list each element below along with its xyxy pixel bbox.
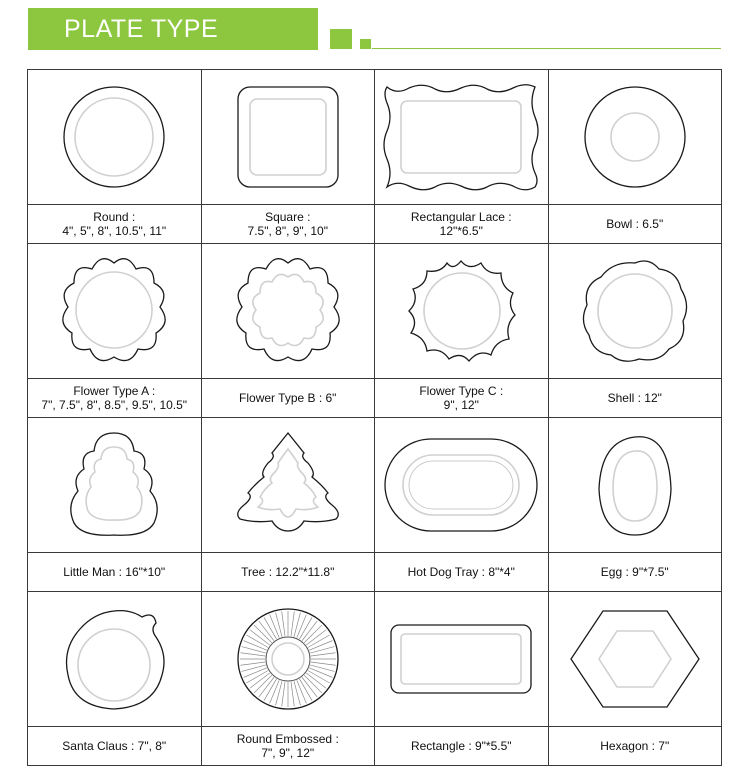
shape-area xyxy=(202,418,375,553)
plate-name: Round : xyxy=(93,210,136,224)
embossed-ray xyxy=(275,613,281,637)
plate-label xyxy=(375,379,548,417)
plate-label xyxy=(549,379,722,417)
plate-label xyxy=(375,205,548,243)
embossed-ray xyxy=(310,647,334,653)
plate-name: Rectangular Lace : xyxy=(410,210,512,224)
rectangular-lace-plate-icon xyxy=(377,75,545,199)
plate-sizes: 7", 9", 12" xyxy=(261,746,315,760)
tree-plate-icon xyxy=(204,423,372,547)
embossed-ray xyxy=(269,680,279,703)
rectangle-plate-icon xyxy=(377,597,545,721)
plate-sizes: 9", 12" xyxy=(443,398,479,412)
plate-type-grid xyxy=(27,69,722,766)
plate-name: Square : xyxy=(265,210,311,224)
plate-label xyxy=(549,205,722,243)
plate-cell-rectangle xyxy=(375,592,549,766)
plate-cell-square xyxy=(202,70,376,244)
embossed-ray xyxy=(291,682,294,707)
plate-sizes: 7.5", 8", 9", 10" xyxy=(247,224,328,238)
embossed-ray xyxy=(291,611,294,636)
shape-area xyxy=(549,592,722,727)
plate-name: Flower Type B : 6" xyxy=(239,391,337,405)
little-man-plate-icon xyxy=(30,423,198,547)
plate-cell-rectangular-lace xyxy=(375,70,549,244)
shape-area xyxy=(28,244,201,379)
plate-name: Tree : 12.2"*11.8" xyxy=(241,565,335,579)
plate-label xyxy=(549,553,722,591)
plate-label xyxy=(202,727,375,765)
plate-label xyxy=(375,553,548,591)
plate-sizes: 4", 5", 8", 10.5", 11" xyxy=(62,224,167,238)
plate-cell-hexagon xyxy=(549,592,723,766)
embossed-ray xyxy=(241,665,265,671)
embossed-ray xyxy=(275,681,281,705)
shape-area xyxy=(549,70,722,205)
shape-area xyxy=(28,592,201,727)
shape-area xyxy=(28,418,201,553)
embossed-ray xyxy=(311,653,336,656)
plate-name: Shell : 12" xyxy=(607,391,662,405)
embossed-ray xyxy=(309,668,332,678)
plate-cell-santa-claus xyxy=(28,592,202,766)
plate-sizes: 7", 7.5", 8", 8.5", 9.5", 10.5" xyxy=(41,398,188,412)
plate-label xyxy=(202,553,375,591)
plate-label xyxy=(202,205,375,243)
plate-sizes: 12"*6.5" xyxy=(439,224,483,238)
embossed-ray xyxy=(294,613,300,637)
egg-plate-icon xyxy=(551,423,719,547)
title-banner xyxy=(28,8,318,50)
embossed-rays xyxy=(240,611,336,707)
shape-area xyxy=(202,244,375,379)
embossed-ray xyxy=(281,682,284,707)
round-plate-icon xyxy=(30,75,198,199)
embossed-ray xyxy=(243,668,266,678)
plate-cell-flower-a xyxy=(28,244,202,418)
hot-dog-tray-icon xyxy=(377,423,545,547)
plate-cell-little-man xyxy=(28,418,202,592)
plate-label xyxy=(28,727,201,765)
plate-name: Hexagon : 7" xyxy=(600,739,670,753)
plate-label xyxy=(375,727,548,765)
plate-cell-hot-dog-tray xyxy=(375,418,549,592)
plate-name: Little Man : 16"*10" xyxy=(63,565,166,579)
shape-area xyxy=(375,418,548,553)
embossed-ray xyxy=(240,662,265,665)
flower-type-a-plate-icon xyxy=(30,249,198,373)
plate-name: Egg : 9"*7.5" xyxy=(600,565,669,579)
santa-claus-plate-icon xyxy=(30,597,198,721)
embossed-ray xyxy=(297,615,307,638)
plate-name: Santa Claus : 7", 8" xyxy=(62,739,167,753)
accent-line xyxy=(372,48,721,49)
plate-name: Round Embossed : xyxy=(236,732,339,746)
embossed-ray xyxy=(297,680,307,703)
shape-area xyxy=(549,244,722,379)
embossed-ray xyxy=(243,641,266,651)
page-title: PLATE TYPE xyxy=(64,15,219,43)
shape-area xyxy=(202,592,375,727)
embossed-ray xyxy=(240,653,265,656)
plate-name: Flower Type A : xyxy=(73,384,156,398)
round-embossed-plate-icon xyxy=(204,597,372,721)
shell-plate-icon xyxy=(551,249,719,373)
plate-cell-bowl xyxy=(549,70,723,244)
plate-cell-round-embossed xyxy=(202,592,376,766)
embossed-ray xyxy=(281,611,284,636)
shape-area xyxy=(202,70,375,205)
accent-square-large xyxy=(330,29,352,49)
plate-label xyxy=(28,553,201,591)
plate-label xyxy=(202,379,375,417)
plate-cell-shell xyxy=(549,244,723,418)
shape-area xyxy=(375,70,548,205)
shape-area xyxy=(28,70,201,205)
plate-cell-round xyxy=(28,70,202,244)
shape-area xyxy=(549,418,722,553)
accent-square-small xyxy=(360,39,371,49)
flower-type-c-plate-icon xyxy=(377,249,545,373)
plate-name: Bowl : 6.5" xyxy=(606,217,664,231)
embossed-ray xyxy=(269,615,279,638)
plate-cell-tree xyxy=(202,418,376,592)
embossed-ray xyxy=(311,662,336,665)
plate-label xyxy=(549,727,722,765)
plate-label xyxy=(28,379,201,417)
plate-cell-flower-c xyxy=(375,244,549,418)
plate-cell-flower-b xyxy=(202,244,376,418)
shape-area xyxy=(375,244,548,379)
embossed-ray xyxy=(310,665,334,671)
embossed-ray xyxy=(309,641,332,651)
bowl-icon xyxy=(551,75,719,199)
shape-area xyxy=(375,592,548,727)
plate-name: Flower Type C : xyxy=(419,384,504,398)
flower-type-b-plate-icon xyxy=(204,249,372,373)
plate-label xyxy=(28,205,201,243)
plate-name: Hot Dog Tray : 8"*4" xyxy=(407,565,515,579)
plate-name: Rectangle : 9"*5.5" xyxy=(410,739,512,753)
plate-cell-egg xyxy=(549,418,723,592)
square-plate-icon xyxy=(204,75,372,199)
embossed-ray xyxy=(241,647,265,653)
embossed-ray xyxy=(294,681,300,705)
hexagon-plate-icon xyxy=(551,597,719,721)
